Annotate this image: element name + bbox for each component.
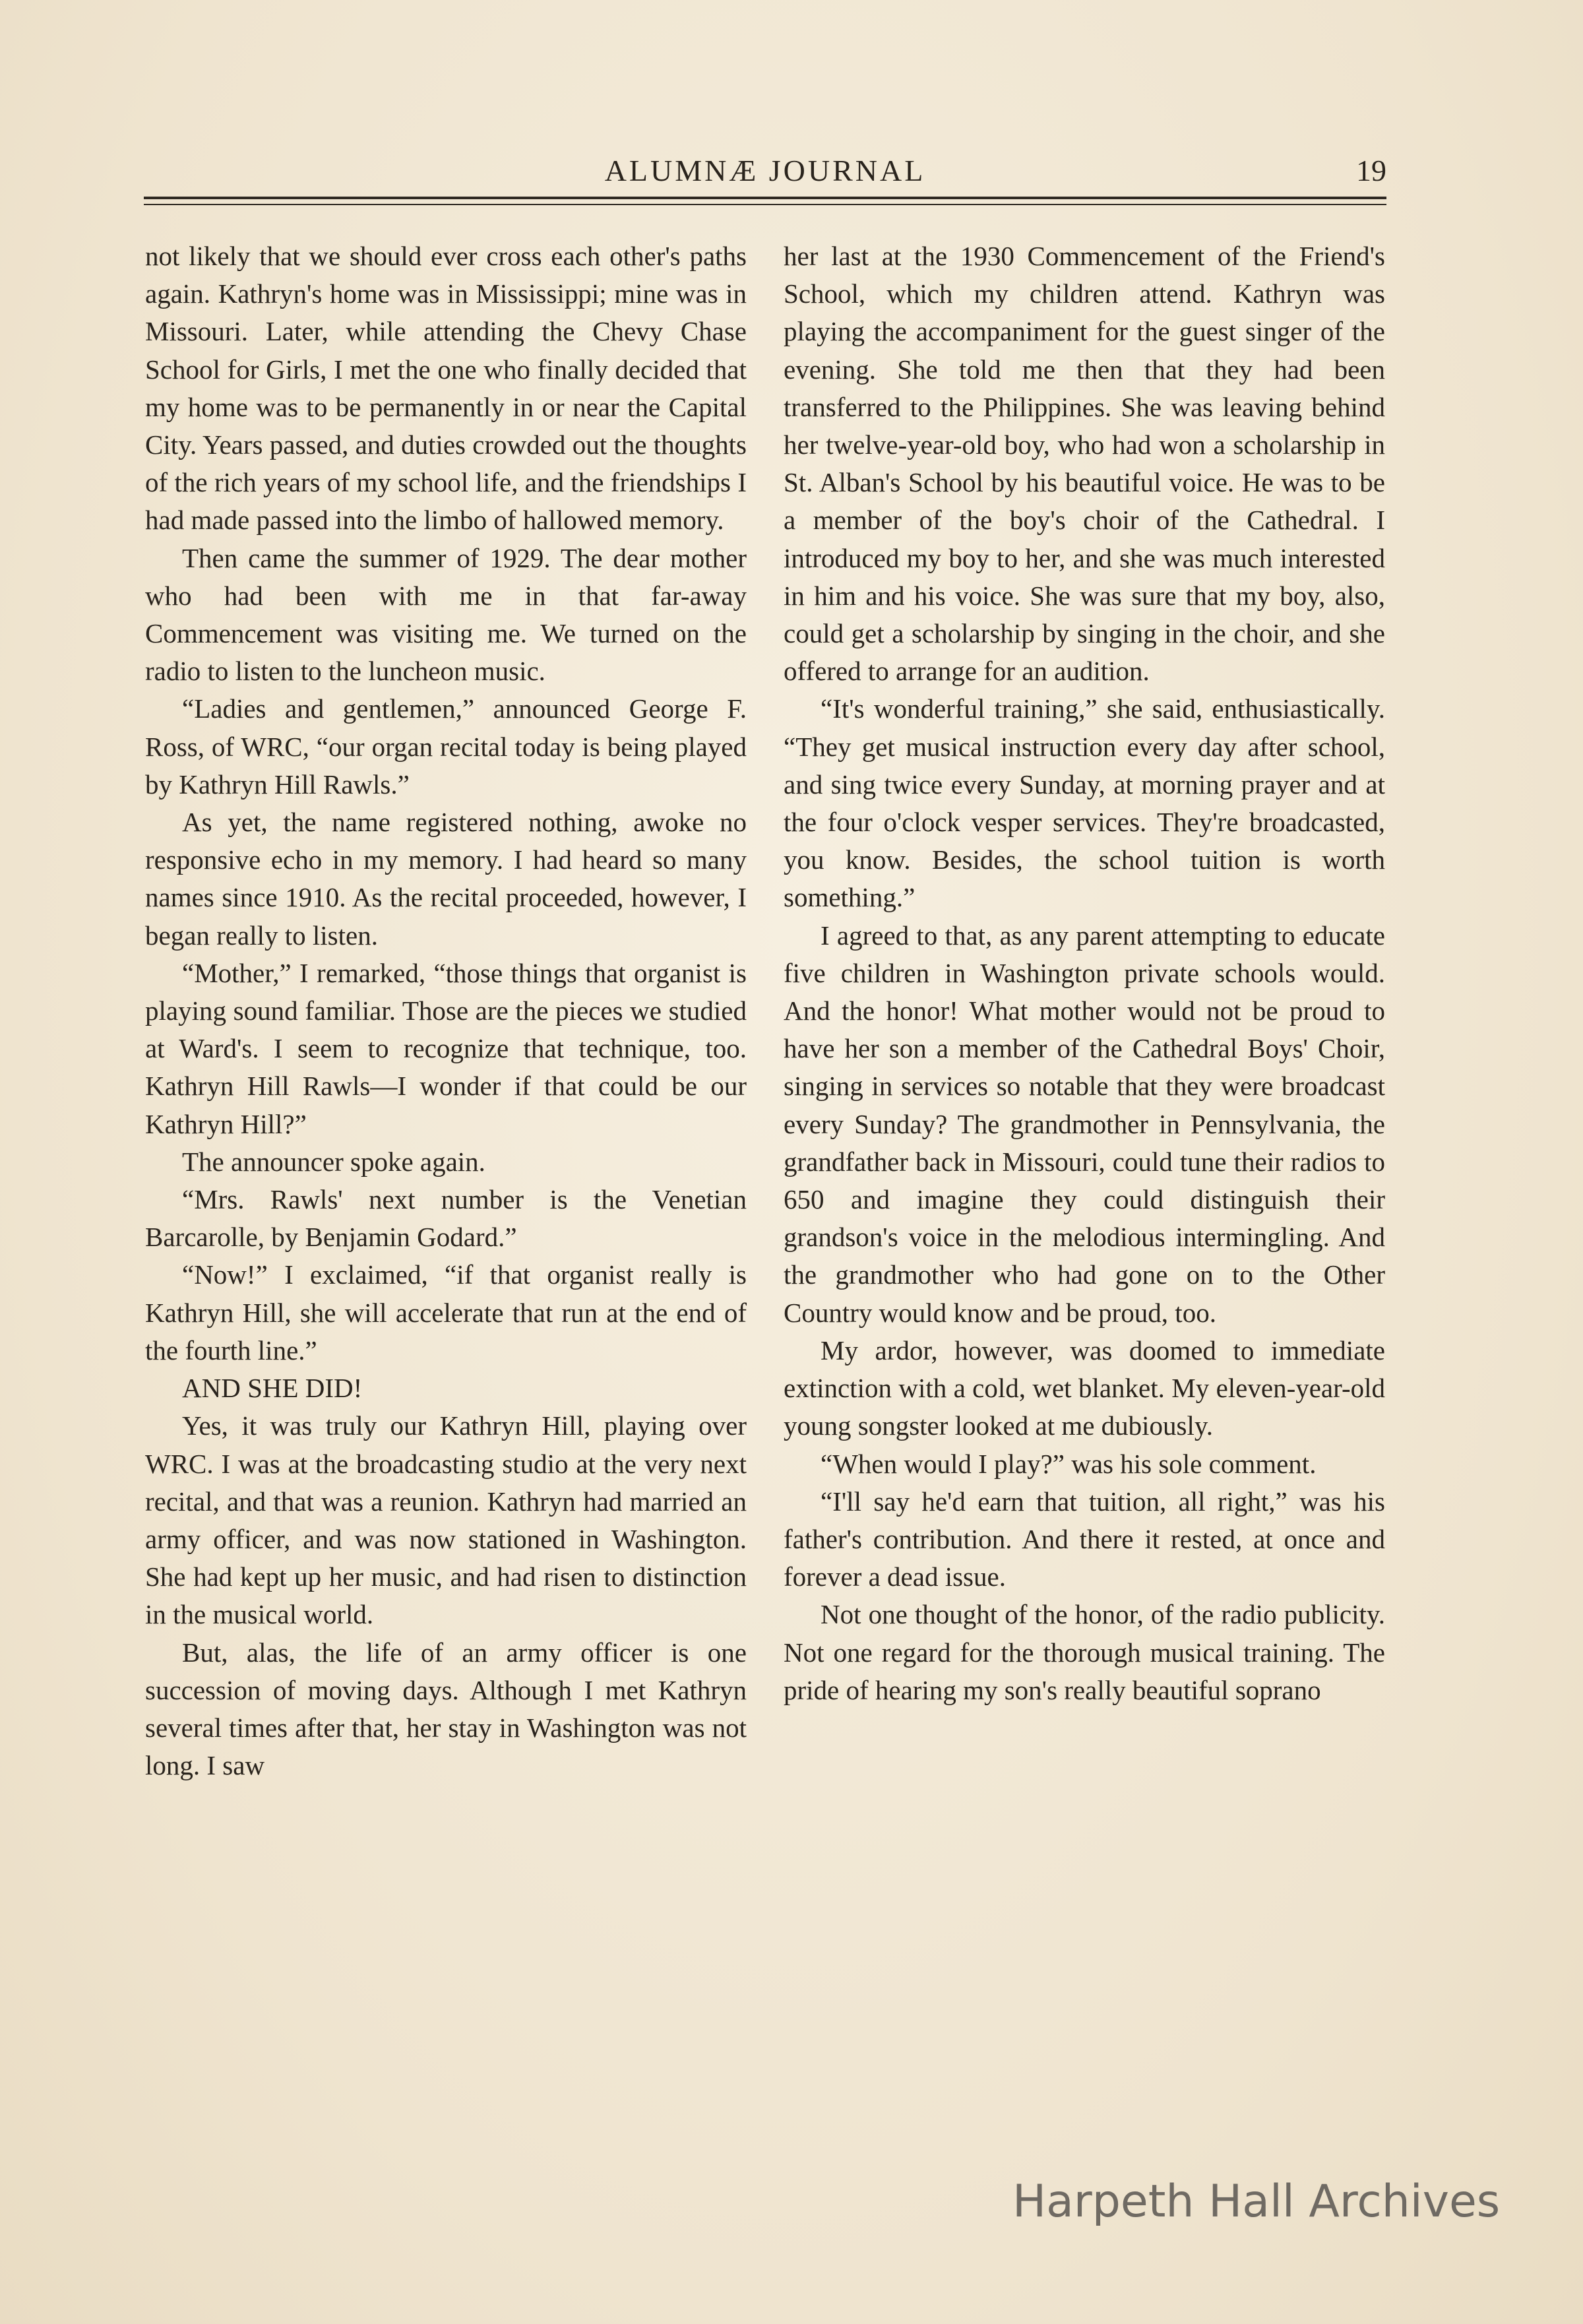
paragraph: “It's wonderful training,” she said, enthusiastically. “They get musical instruction every day after school, and sing twice every Sunday, at morning prayer and at the four o'clock vesper services. They're broadcasted, you know. Besides, the school tuition is worth something.”: [784, 693, 1385, 913]
paragraph: not likely that we should ever cross each other's paths again. Kathryn's home was in Mississippi; mine was in Missouri. Later, while attending the Chevy Chase School for Girls, I met the one who finally decided that my home was to be permanently in or near the Capital City. Years passed, and duties crowded out the thoughts of the rich years of my school life, and the friendships I had made passed into the limbo of hallowed memory.: [145, 241, 747, 536]
paragraph: “Now!” I exclaimed, “if that organist really is Kathryn Hill, she will accelerate that run at the end of the fourth line.”: [145, 1259, 747, 1366]
right-column: [784, 237, 1385, 1709]
paragraph: Then came the summer of 1929. The dear mother who had been with me in that far-away Commencement was visiting me. We turned on the radio to listen to the luncheon music.: [145, 542, 747, 687]
paragraph: “Mrs. Rawls' next number is the Venetian Barcarolle, by Benjamin Godard.”: [145, 1184, 747, 1253]
paragraph: “When would I play?” was his sole comment.: [821, 1448, 1317, 1479]
paragraph: But, alas, the life of an army officer is one succession of moving days. Although I met Kathryn several times after that, her stay in Washington was not long. I saw: [145, 1637, 747, 1781]
paragraph: “Ladies and gentlemen,” announced George F. Ross, of WRC, “our organ recital today is being played by Kathryn Hill Rawls.”: [145, 693, 747, 800]
paragraph: her last at the 1930 Commencement of the Friend's School, which my children attend. Kathryn was playing the accompaniment for the guest singer of the evening. She told me then that they had been transferred to the Philippines. She was leaving behind her twelve-year-old boy, who had won a scholarship in St. Alban's School by his beautiful voice. He was to be a member of the boy's choir of the Cathedral. I introduced my boy to her, and she was much interested in him and his voice. She was sure that my boy, also, could get a scholarship by singing in the choir, and she offered to arrange for an audition.: [784, 241, 1385, 687]
header-rule-thick: [144, 197, 1386, 199]
paragraph: I agreed to that, as any parent attempting to educate five children in Washington private schools would. And the honor! What mother would not be proud to have her son a member of the Cathedral Boys' Choir, singing in services so notable that they were broadcast every Sunday? The grandmother in Pennsylvania, the grandfather back in Missouri, could tune their radios to 650 and imagine they could distinguish their grandson's voice in the melodious intermingling. And the grandmother who had gone on to the Other Country would know and be proud, too.: [784, 920, 1385, 1328]
running-header: [144, 153, 1386, 194]
left-column: [145, 237, 747, 1784]
paragraph: As yet, the name registered nothing, awoke no responsive echo in my memory. I had heard so many names since 1910. As the recital proceeded, however, I began really to listen.: [145, 807, 747, 951]
paragraph: My ardor, however, was doomed to immediate extinction with a cold, wet blanket. My eleven-year-old young songster looked at me dubiously.: [784, 1335, 1385, 1441]
header-rule-thin: [144, 204, 1386, 205]
paragraph: Yes, it was truly our Kathryn Hill, playing over WRC. I was at the broadcasting studio at the very next recital, and that was a reunion. Kathryn had married an army officer, and was now stationed in Washington. She had kept up her music, and had risen to distinction in the musical world.: [145, 1410, 747, 1630]
journal-title: ALUMNÆ JOURNAL: [604, 154, 926, 187]
paragraph: AND SHE DID!: [182, 1373, 363, 1404]
paragraph: “I'll say he'd earn that tuition, all right,” was his father's contribution. And there it rested, at once and forever a dead issue.: [784, 1486, 1385, 1592]
archive-watermark: Harpeth Hall Archives: [1012, 2176, 1501, 2228]
paragraph: Not one thought of the honor, of the radio publicity. Not one regard for the thorough musical training. The pride of hearing my son's really beautiful soprano: [784, 1599, 1385, 1705]
page-number: 19: [1356, 154, 1386, 187]
paragraph: The announcer spoke again.: [182, 1146, 485, 1177]
paragraph: “Mother,” I remarked, “those things that organist is playing sound familiar. Those are the pieces we studied at Ward's. I seem to recognize that technique, too. Kathryn Hill Rawls—I wonder if that could be our Kathryn Hill?”: [145, 957, 747, 1139]
